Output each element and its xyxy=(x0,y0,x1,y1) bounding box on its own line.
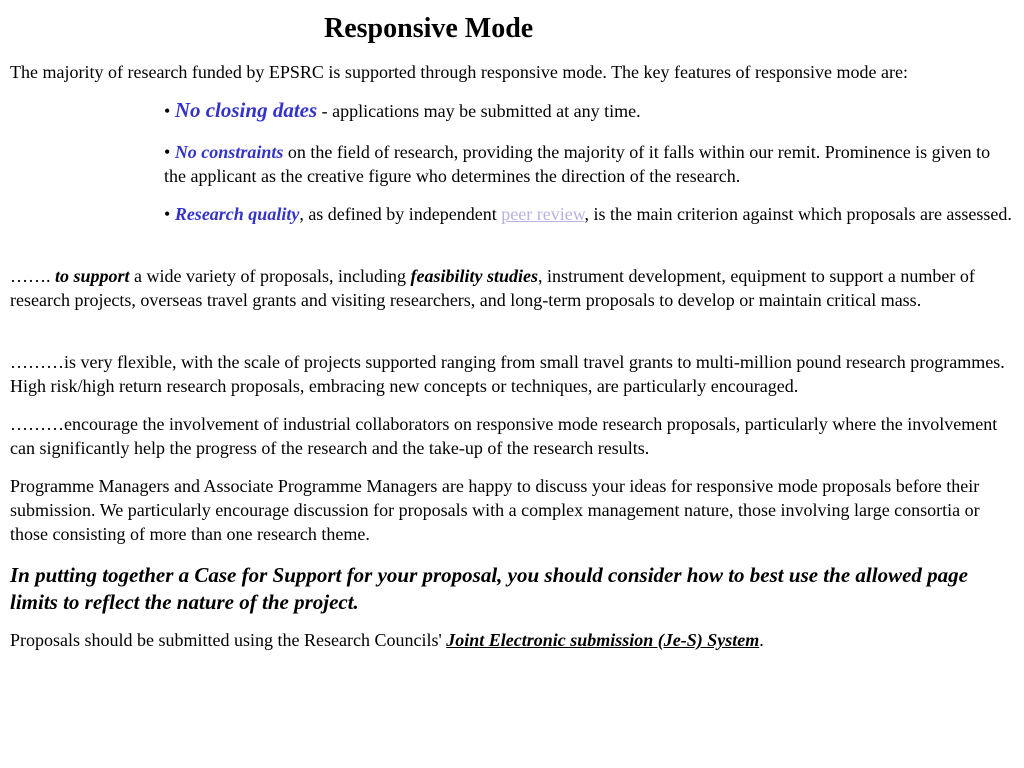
case-for-support-paragraph: In putting together a Case for Support for your proposal, you should consider how to best use the allowed page limits to reflect the nature of the project. xyxy=(10,563,968,614)
bullet-text: on the field of research, providing the majority of it falls within our remit. Prominence is given to the applicant as the creative figure who determines the direction of the research. xyxy=(164,142,991,186)
managers-paragraph: Programme Managers and Associate Programme Managers are happy to discuss your ideas for responsive mode proposals before their submission. We particularly encourage discussion for proposals with a complex management nature, those involving large consortia or those consisting of more than one research theme. xyxy=(10,476,980,544)
intro-paragraph: The majority of research funded by EPSRC is supported through responsive mode. The key features of responsive mode are: xyxy=(10,62,908,82)
ellipsis-lead: ……. xyxy=(10,266,55,286)
bullet-text: , as defined by independent xyxy=(299,204,502,224)
bullet-term: No constraints xyxy=(174,142,284,162)
flexible-paragraph: ………is very flexible, with the scale of projects supported ranging from small travel grants to multi-million pound research programmes. High risk/high return research proposals, embracing new concepts or techniques, are particularly encouraged. xyxy=(10,352,1005,396)
bullet-research-quality xyxy=(164,202,1014,226)
bullet-term: No closing dates xyxy=(174,98,318,122)
peer-review-link[interactable]: peer review xyxy=(501,204,585,224)
emphasis-term: to support xyxy=(55,266,130,286)
page-title: Responsive Mode xyxy=(324,13,534,44)
bullet-dot: • xyxy=(164,204,171,224)
je-s-system-link[interactable]: Joint Electronic submission (Je-S) System xyxy=(446,630,760,650)
bullet-no-closing-dates xyxy=(164,98,1014,123)
bullet-text: - applications may be submitted at any time. xyxy=(317,101,641,121)
bullet-no-constraints xyxy=(164,140,1014,188)
support-paragraph xyxy=(10,264,1010,312)
industrial-paragraph: ………encourage the involvement of industrial collaborators on responsive mode research proposals, particularly where the involvement can significantly help the progress of the research and the take-up of the research results. xyxy=(10,414,998,458)
bullet-term: Research quality xyxy=(174,204,300,224)
bullet-text: , is the main criterion against which proposals are assessed. xyxy=(584,204,1012,224)
paragraph-text: Proposals should be submitted using the Research Councils' xyxy=(10,630,447,650)
paragraph-text: , instrument development, equipment to support a number of research projects, overseas travel grants and visiting researchers, and long-term proposals to develop or maintain critical mass. xyxy=(10,266,975,310)
emphasis-term: feasibility studies xyxy=(410,266,538,286)
submission-paragraph xyxy=(10,628,1010,652)
bullet-dot: • xyxy=(164,142,171,162)
paragraph-text: a wide variety of proposals, including xyxy=(129,266,411,286)
paragraph-text: . xyxy=(759,630,764,650)
bullet-dot: • xyxy=(164,101,171,121)
